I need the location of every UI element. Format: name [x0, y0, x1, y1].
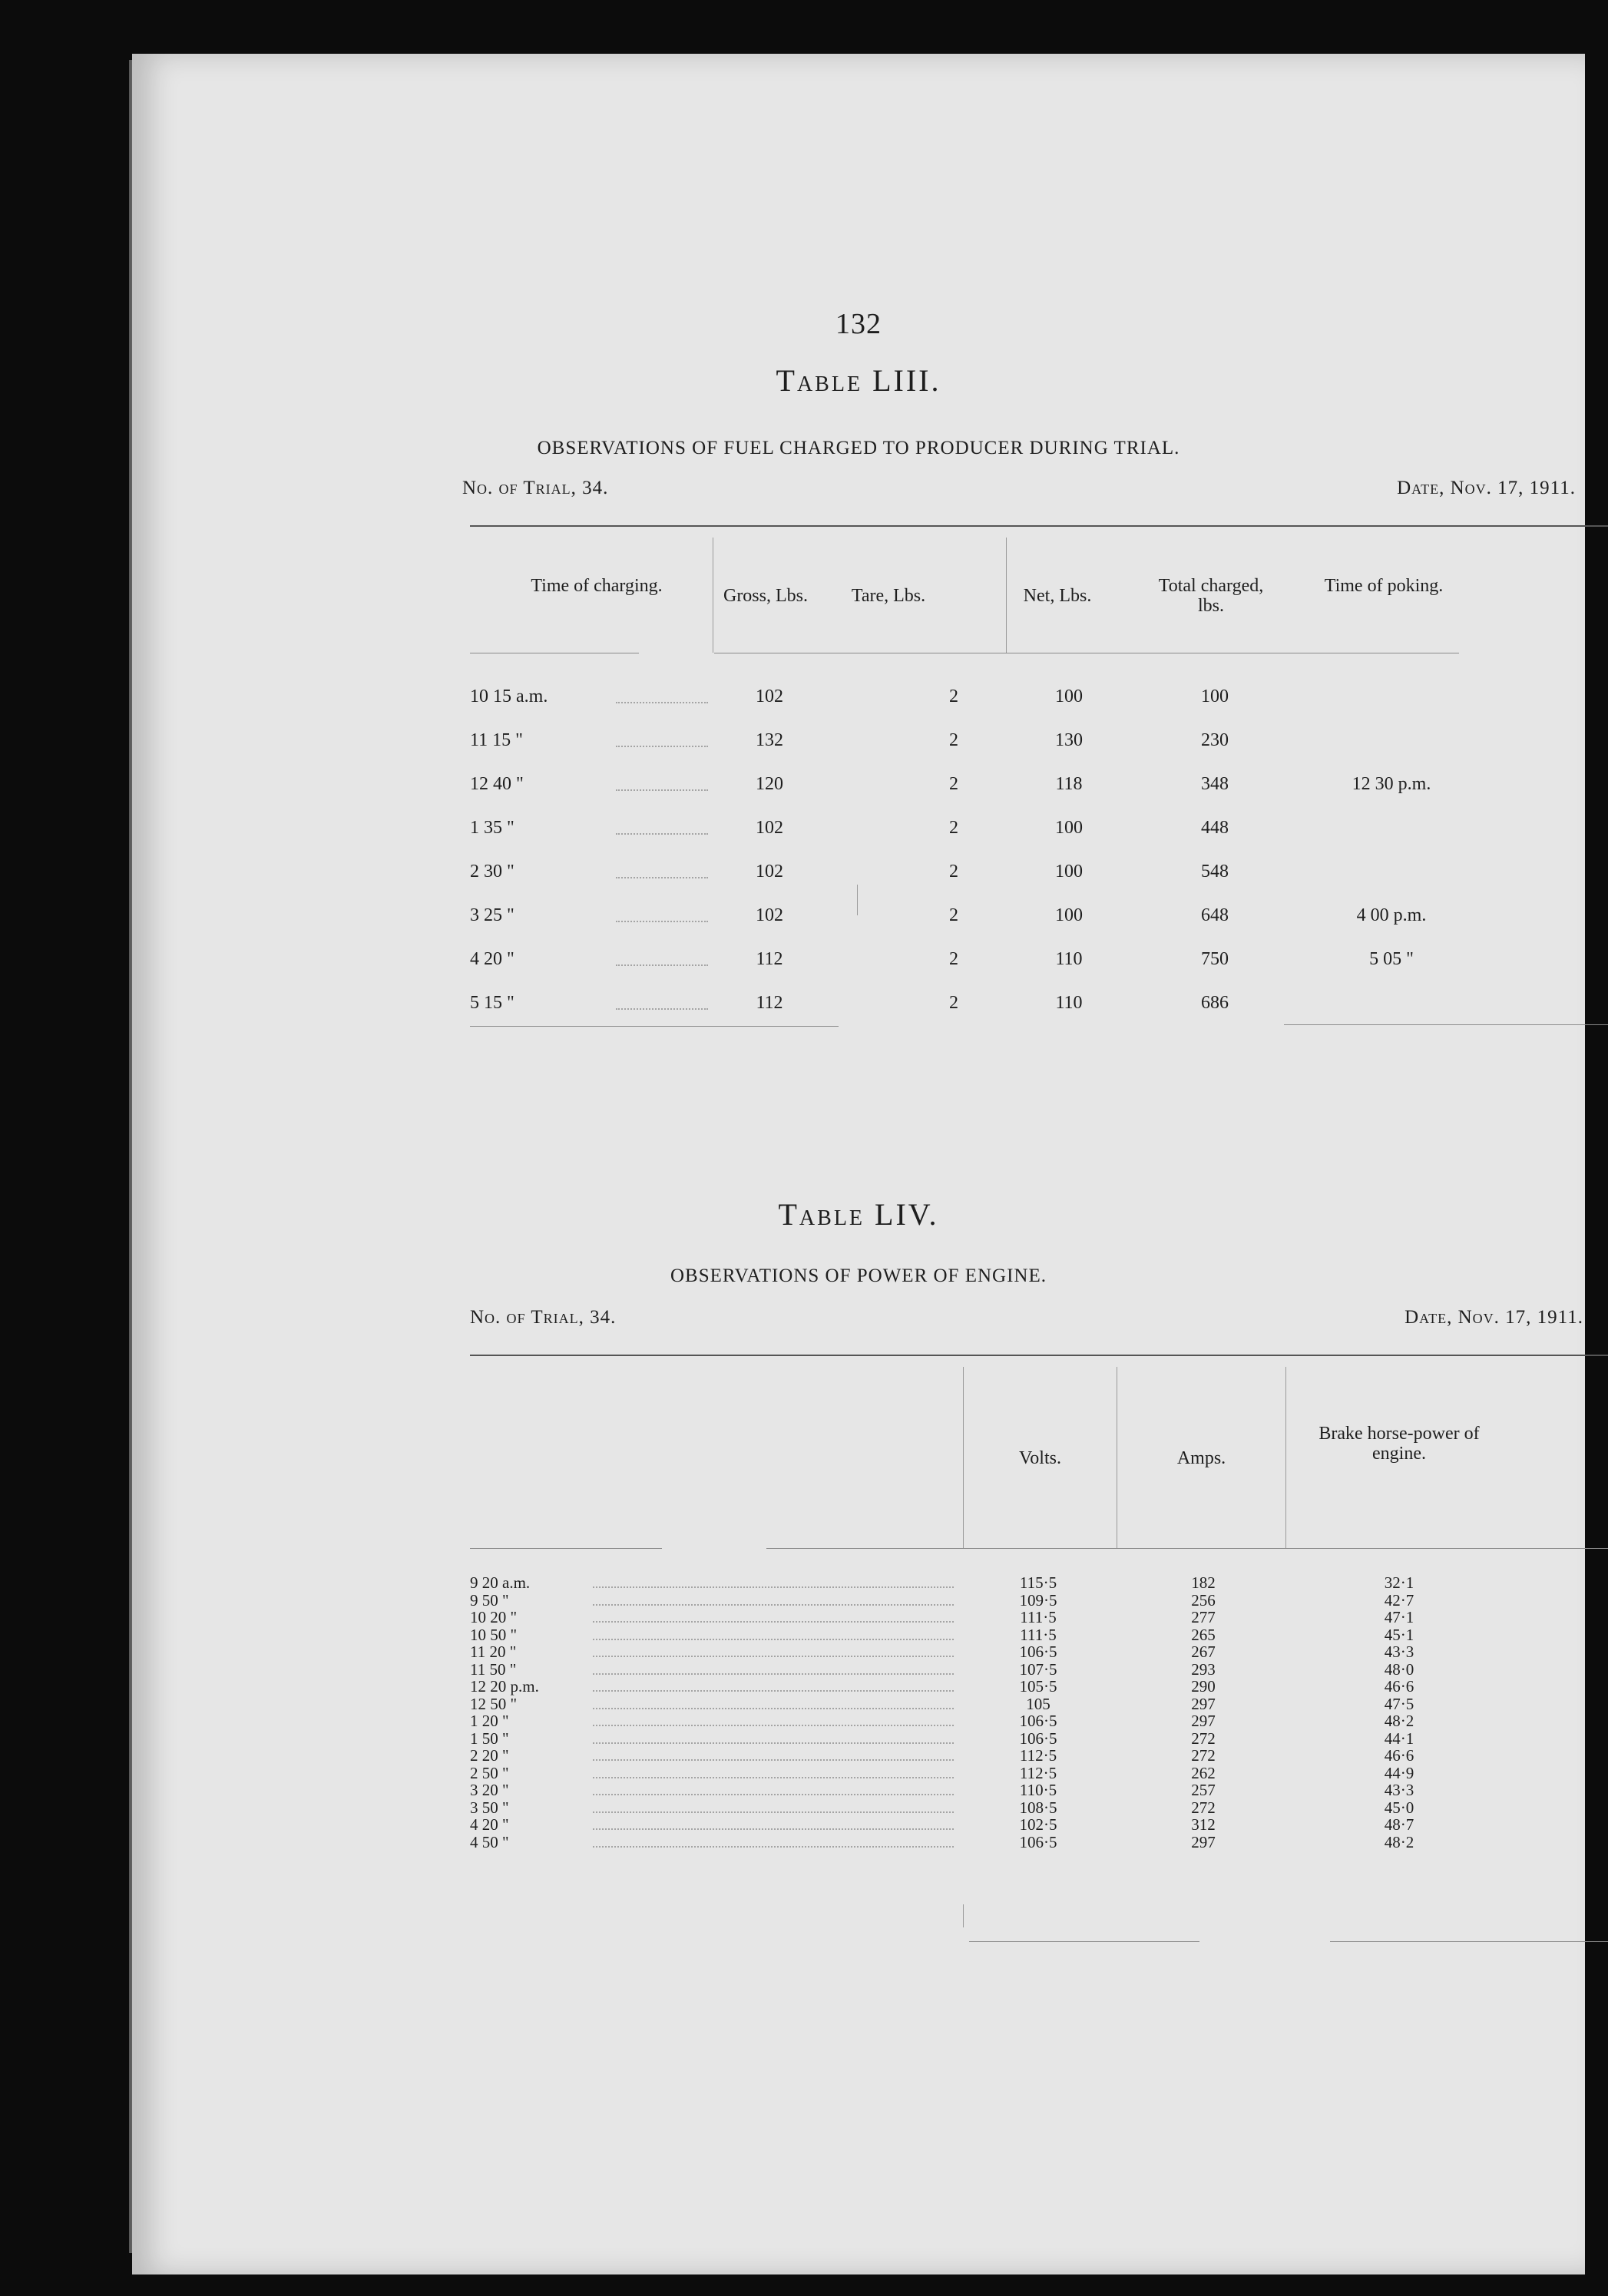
cell-brake-horse-power: 46·6 [1384, 1677, 1414, 1696]
cell-gross: 102 [756, 818, 783, 838]
cell-brake-horse-power: 47·1 [1384, 1608, 1414, 1626]
document-page [132, 54, 1585, 2274]
cell-tare: 2 [949, 905, 958, 925]
cell-time: 11 20 " [470, 1643, 517, 1661]
cell-gross: 112 [756, 949, 783, 969]
cell-amps: 297 [1191, 1695, 1216, 1713]
cell-gross: 102 [756, 862, 783, 882]
dot-leader [593, 1586, 954, 1588]
cell-time: 10 50 " [470, 1626, 518, 1644]
cell-volts: 108·5 [1019, 1798, 1057, 1817]
cell-amps: 257 [1191, 1781, 1216, 1799]
cell-brake-horse-power: 48·2 [1384, 1833, 1414, 1851]
trial-date: Date, Nov. 17, 1911. [1405, 1307, 1583, 1328]
cell-time: 2 50 " [470, 1764, 509, 1782]
cell-brake-horse-power: 45·1 [1384, 1626, 1414, 1644]
cell-amps: 256 [1191, 1591, 1216, 1610]
table-liii-bottom-rule [470, 1026, 839, 1027]
dot-leader [593, 1777, 954, 1778]
cell-amps: 265 [1191, 1626, 1216, 1644]
header-volts: Volts. [1019, 1448, 1061, 1468]
cell-time-of-poking: 5 05 " [1369, 949, 1414, 969]
cell-total-charged: 750 [1201, 949, 1229, 969]
cell-time: 3 20 " [470, 1781, 509, 1799]
table-liv-column-divider [963, 1904, 964, 1927]
cell-volts: 106·5 [1019, 1712, 1057, 1730]
table-liv-top-rule [470, 1355, 1608, 1356]
cell-amps: 297 [1191, 1712, 1216, 1730]
dot-leader [616, 964, 708, 966]
cell-volts: 107·5 [1019, 1660, 1057, 1679]
dot-leader [616, 921, 708, 922]
cell-brake-horse-power: 32·1 [1384, 1573, 1414, 1592]
dot-leader [593, 1673, 954, 1675]
cell-volts: 110·5 [1019, 1781, 1057, 1799]
cell-time-of-charging: 1 35 " [470, 818, 514, 838]
cell-amps: 267 [1191, 1643, 1216, 1661]
cell-brake-horse-power: 47·5 [1384, 1695, 1414, 1713]
cell-net: 100 [1055, 905, 1083, 925]
header-net: Net, Lbs. [1023, 586, 1092, 606]
table-liv-column-divider [1285, 1367, 1286, 1548]
dot-leader [593, 1690, 954, 1692]
cell-gross: 132 [756, 730, 783, 750]
table-liii-bottom-rule [1284, 1024, 1608, 1025]
table-liv-meta [470, 1307, 1583, 1328]
cell-net: 118 [1055, 774, 1083, 794]
cell-volts: 109·5 [1019, 1591, 1057, 1610]
cell-brake-horse-power: 48·2 [1384, 1712, 1414, 1730]
cell-amps: 272 [1191, 1746, 1216, 1765]
table-liii-column-divider [1006, 538, 1007, 653]
cell-volts: 111·5 [1020, 1608, 1057, 1626]
table-liv-column-divider [963, 1367, 964, 1548]
cell-amps: 182 [1191, 1573, 1216, 1592]
cell-brake-horse-power: 44·9 [1384, 1764, 1414, 1782]
dot-leader [593, 1708, 954, 1709]
cell-tare: 2 [949, 862, 958, 882]
table-liv-subtitle: OBSERVATIONS OF POWER OF ENGINE. [670, 1265, 1047, 1286]
table-liv-header-rule [470, 1548, 662, 1549]
cell-volts: 106·5 [1019, 1729, 1057, 1748]
cell-brake-horse-power: 43·3 [1384, 1643, 1414, 1661]
cell-time: 12 20 p.m. [470, 1677, 539, 1696]
cell-net: 100 [1055, 686, 1083, 706]
dot-leader [593, 1828, 954, 1830]
cell-volts: 106·5 [1019, 1833, 1057, 1851]
cell-total-charged: 448 [1201, 818, 1229, 838]
cell-amps: 297 [1191, 1833, 1216, 1851]
table-liv-header-rule [766, 1548, 1608, 1549]
cell-time: 1 20 " [470, 1712, 509, 1730]
cell-time-of-charging: 4 20 " [470, 949, 514, 969]
cell-total-charged: 548 [1201, 862, 1229, 882]
cell-time-of-charging: 5 15 " [470, 993, 514, 1013]
cell-amps: 290 [1191, 1677, 1216, 1696]
cell-volts: 105 [1026, 1695, 1050, 1713]
cell-total-charged: 230 [1201, 730, 1229, 750]
dot-leader [593, 1811, 954, 1813]
cell-volts: 112·5 [1019, 1746, 1057, 1765]
dot-leader [593, 1621, 954, 1623]
cell-volts: 105·5 [1019, 1677, 1057, 1696]
cell-time: 4 20 " [470, 1815, 509, 1834]
cell-tare: 2 [949, 774, 958, 794]
cell-total-charged: 348 [1201, 774, 1229, 794]
cell-brake-horse-power: 48·0 [1384, 1660, 1414, 1679]
table-liv-bottom-rule [1330, 1941, 1608, 1942]
cell-gross: 102 [756, 686, 783, 706]
cell-amps: 272 [1191, 1798, 1216, 1817]
table-liii-column-divider [857, 885, 858, 915]
table-liv-title: Table LIV. [778, 1197, 939, 1232]
cell-net: 110 [1055, 993, 1083, 1013]
cell-volts: 106·5 [1019, 1643, 1057, 1661]
cell-time-of-poking: 4 00 p.m. [1356, 905, 1427, 925]
cell-tare: 2 [949, 730, 958, 750]
cell-gross: 120 [756, 774, 783, 794]
dot-leader [616, 746, 708, 747]
cell-time-of-charging: 2 30 " [470, 862, 514, 882]
cell-volts: 115·5 [1019, 1573, 1057, 1592]
header-tare: Tare, Lbs. [851, 586, 926, 606]
trial-date: Date, Nov. 17, 1911. [1397, 478, 1576, 498]
dot-leader [616, 789, 708, 791]
cell-brake-horse-power: 43·3 [1384, 1781, 1414, 1799]
dot-leader [593, 1759, 954, 1761]
cell-time: 4 50 " [470, 1833, 509, 1851]
cell-total-charged: 686 [1201, 993, 1229, 1013]
dot-leader [616, 833, 708, 835]
header-total-charged: Total charged, lbs. [1158, 576, 1264, 616]
table-liii-title: Table LIII. [776, 363, 941, 398]
header-brake-horse-power: Brake horse-power of engine. [1318, 1424, 1480, 1464]
cell-time-of-charging: 11 15 " [470, 730, 523, 750]
cell-amps: 262 [1191, 1764, 1216, 1782]
cell-tare: 2 [949, 818, 958, 838]
cell-brake-horse-power: 45·0 [1384, 1798, 1414, 1817]
cell-net: 100 [1055, 818, 1083, 838]
trial-number: No. of Trial, 34. [470, 1307, 617, 1328]
cell-net: 110 [1055, 949, 1083, 969]
table-liii-top-rule [470, 525, 1608, 527]
cell-tare: 2 [949, 686, 958, 706]
cell-gross: 102 [756, 905, 783, 925]
dot-leader [593, 1794, 954, 1795]
table-liv-bottom-rule [969, 1941, 1199, 1942]
trial-number: No. of Trial, 34. [462, 478, 609, 498]
dot-leader [593, 1742, 954, 1744]
cell-brake-horse-power: 48·7 [1384, 1815, 1414, 1834]
table-liii-subtitle: OBSERVATIONS OF FUEL CHARGED TO PRODUCER DURING TRIAL. [537, 438, 1180, 458]
cell-brake-horse-power: 46·6 [1384, 1746, 1414, 1765]
cell-tare: 2 [949, 993, 958, 1013]
cell-time: 3 50 " [470, 1798, 509, 1817]
cell-brake-horse-power: 42·7 [1384, 1591, 1414, 1610]
dot-leader [616, 877, 708, 878]
cell-volts: 111·5 [1020, 1626, 1057, 1644]
header-amps: Amps. [1176, 1448, 1226, 1468]
header-gross: Gross, Lbs. [723, 586, 808, 606]
dot-leader [616, 1008, 708, 1010]
header-time-of-poking: Time of poking. [1324, 576, 1444, 596]
cell-tare: 2 [949, 949, 958, 969]
cell-total-charged: 100 [1201, 686, 1229, 706]
cell-time: 12 50 " [470, 1695, 518, 1713]
cell-time: 2 20 " [470, 1746, 509, 1765]
cell-volts: 102·5 [1019, 1815, 1057, 1834]
cell-time: 1 50 " [470, 1729, 509, 1748]
cell-time: 9 20 a.m. [470, 1573, 531, 1592]
cell-net: 130 [1055, 730, 1083, 750]
cell-time: 11 50 " [470, 1660, 517, 1679]
cell-brake-horse-power: 44·1 [1384, 1729, 1414, 1748]
cell-amps: 293 [1191, 1660, 1216, 1679]
table-liii-meta [462, 478, 1576, 499]
dot-leader [593, 1604, 954, 1606]
dot-leader [593, 1639, 954, 1640]
cell-time: 9 50 " [470, 1591, 509, 1610]
dot-leader [593, 1725, 954, 1726]
cell-time-of-charging: 3 25 " [470, 905, 514, 925]
cell-amps: 272 [1191, 1729, 1216, 1748]
page-number: 132 [835, 308, 882, 340]
cell-amps: 312 [1191, 1815, 1216, 1834]
cell-time: 10 20 " [470, 1608, 518, 1626]
dot-leader [593, 1846, 954, 1848]
cell-time-of-poking: 12 30 p.m. [1352, 774, 1431, 794]
cell-net: 100 [1055, 862, 1083, 882]
header-time-of-charging: Time of charging. [531, 576, 663, 596]
dot-leader [593, 1656, 954, 1657]
dot-leader [616, 702, 708, 703]
cell-total-charged: 648 [1201, 905, 1229, 925]
cell-gross: 112 [756, 993, 783, 1013]
cell-volts: 112·5 [1019, 1764, 1057, 1782]
cell-time-of-charging: 10 15 a.m. [470, 686, 548, 706]
cell-time-of-charging: 12 40 " [470, 774, 524, 794]
cell-amps: 277 [1191, 1608, 1216, 1626]
